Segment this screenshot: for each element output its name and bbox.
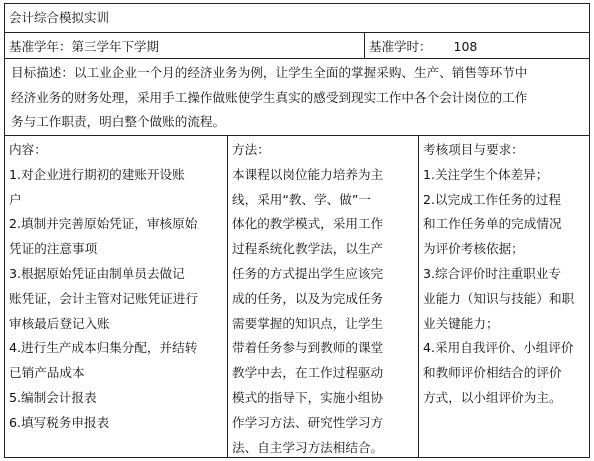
method-line: 需要掌握的知识点，让学生 <box>232 315 384 331</box>
method-line: 模式的指导下，实施小组协 <box>232 389 384 405</box>
content-line: 6.填写税务申报表 <box>9 414 110 430</box>
method-line: 带着任务参与到教师的课堂 <box>232 340 384 356</box>
goal-line: 务与工作职责，明白整个做账的流程。 <box>11 114 226 129</box>
content-line: 5.编制会计报表 <box>9 389 97 405</box>
goal-line: 目标描述：以工业企业一个月的经济业务为例，让学生全面的掌握采购、生产、销售等环节中 <box>11 65 528 80</box>
content-line: 审核最后登记入账 <box>9 315 110 331</box>
detail-row <box>5 136 589 457</box>
assessment-column <box>419 136 589 457</box>
method-line: 线，采用“教、学、做”一 <box>232 191 371 207</box>
content-line: 凭证的注意事项 <box>9 241 98 257</box>
hours-cell <box>365 33 589 58</box>
goal-row <box>5 59 589 136</box>
method-line: 法、自主学习方法相结合。 <box>232 439 384 455</box>
assessment-line: 业关键能力； <box>423 315 499 331</box>
method-line: 本课程以岗位能力培养为主 <box>232 166 384 182</box>
method-column <box>228 136 419 457</box>
method-line: 成的任务，以及为完成任务 <box>232 290 384 306</box>
assessment-line: 和教师评价相结合的评价 <box>423 365 562 381</box>
content-line: 账凭证，会计主管对记账凭证进行 <box>9 290 198 306</box>
assessment-line: 和工作任务单的完成情况 <box>423 216 562 232</box>
goal-line: 经济业务的财务处理，采用手工操作做账使学生真实的感受到现实工作中各个会计岗位的工作 <box>11 89 528 105</box>
method-line: 教学中去，在工作过程驱动 <box>232 365 384 381</box>
content-line: 已销产品成本 <box>9 365 85 381</box>
semester-label: 基准学年： <box>9 39 72 54</box>
assessment-line: 4.采用自我评价、小组评价 <box>423 340 574 356</box>
content-header: 内容： <box>9 142 47 157</box>
assessment-header: 考核项目与要求： <box>423 142 524 157</box>
content-column <box>5 136 228 457</box>
assessment-line: 1.关注学生个体差异； <box>423 166 549 182</box>
method-line: 体化的教学模式，采用工作 <box>232 216 384 232</box>
semester-cell <box>5 33 365 58</box>
hours-value: 108 <box>453 39 478 54</box>
course-title: 会计综合模拟实训 <box>9 10 110 25</box>
goal-description <box>5 59 589 135</box>
assessment-line: 2.以完成工作任务的过程 <box>423 191 561 207</box>
method-header: 方法： <box>232 142 270 157</box>
method-line: 任务的方式提出学生应该完 <box>232 265 384 281</box>
content-line: 4.进行生产成本归集分配，并结转 <box>9 340 198 356</box>
title-row <box>5 4 589 33</box>
meta-row <box>5 33 589 59</box>
assessment-line: 3.综合评价时注重职业专 <box>423 265 561 281</box>
assessment-line: 方式，以小组评价为主。 <box>423 389 562 405</box>
method-line: 过程系统化教学法，以生产 <box>232 241 384 257</box>
content-line: 3.根据原始凭证由制单员去做记 <box>9 265 185 281</box>
content-line: 2.填制并完善原始凭证，审核原始 <box>9 216 198 232</box>
hours-label: 基准学时： <box>369 39 432 54</box>
assessment-line: 业能力（知识与技能）和职 <box>423 290 575 306</box>
assessment-line: 为评价考核依据； <box>423 241 524 257</box>
course-table <box>4 3 590 458</box>
content-line: 户 <box>9 191 22 207</box>
semester-value: 第三学年下学期 <box>71 39 160 54</box>
method-line: 作学习方法、研究性学习方 <box>232 414 384 430</box>
content-line: 1.对企业进行期初的建账开设账 <box>9 166 185 182</box>
